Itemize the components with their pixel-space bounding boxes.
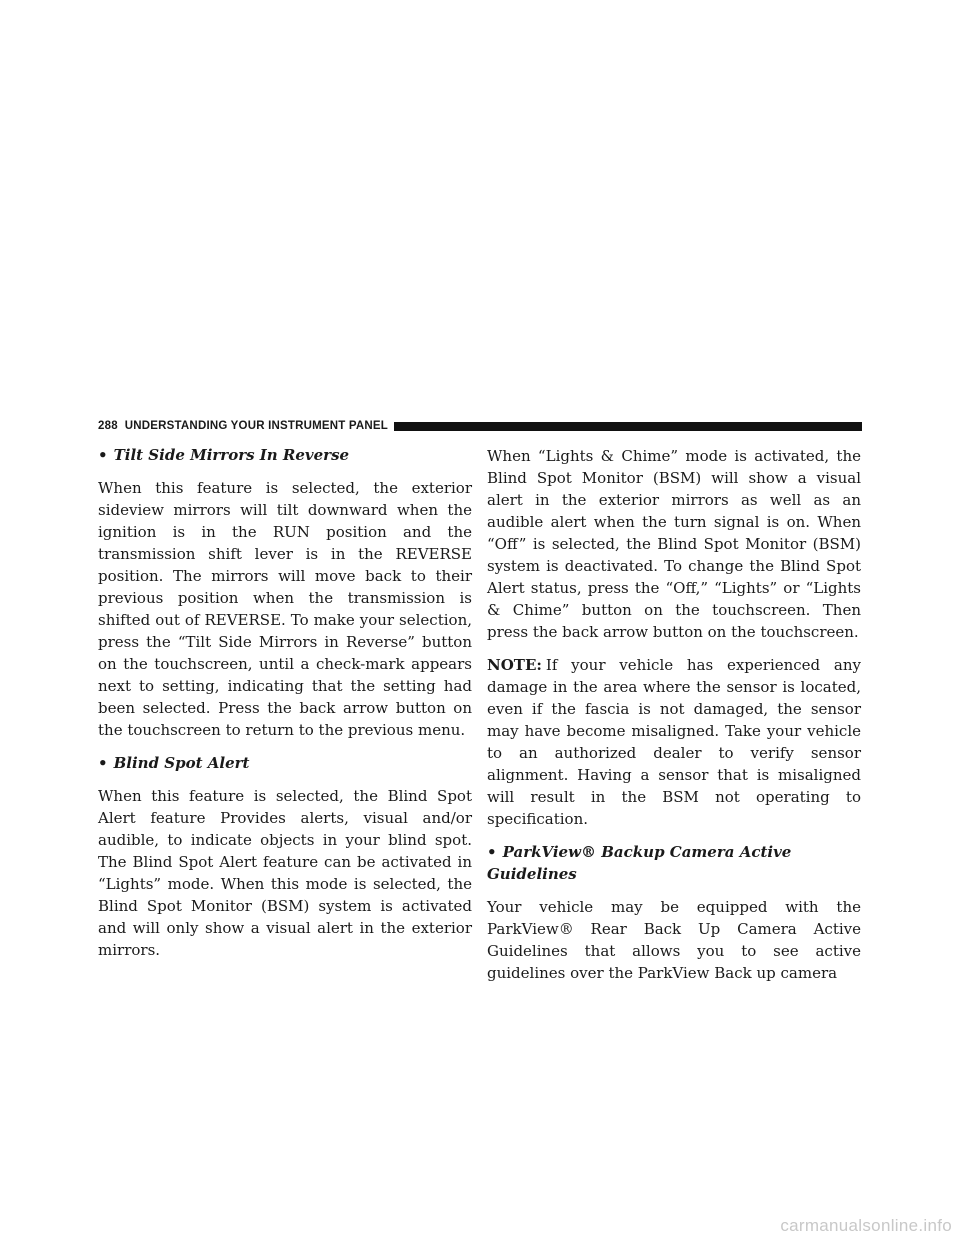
note-label: NOTE: [487, 656, 542, 674]
bullet-icon: • [487, 843, 497, 861]
right-column [487, 445, 861, 995]
bullet-heading-text: Tilt Side Mirrors In Reverse [113, 446, 350, 464]
bullet-heading-text: ParkView® Backup Camera Active Guidelines [487, 843, 792, 883]
watermark: carmanualsonline.info [780, 1216, 952, 1235]
note-text: If your vehicle has experienced any damage in the area where the sensor is located, even if the fascia is not damaged, the sensor may have become misaligned. Take your vehicle to an authorized dealer to verify sensor alignment. Having a sensor that is misaligned will result in the BSM not operating to specification. [487, 656, 861, 828]
note-paragraph [487, 654, 861, 830]
paragraph-blind-spot: When this feature is selected, the Blind Spot Alert feature Provides alerts, visual and/or audible, to indicate objects in your blind spot. The Blind Spot Alert feature can be activated in “Lights” mode. When this mode is selected, the Blind Spot Monitor (BSM) system is activated and will only show a visual alert in the exterior mirrors. [98, 787, 472, 959]
bullet-icon: • [98, 446, 108, 464]
left-column [98, 444, 472, 972]
header-rule [394, 422, 862, 431]
bullet-icon: • [98, 754, 108, 772]
page-header [98, 419, 862, 433]
paragraph-parkview: Your vehicle may be equipped with the ParkView® Rear Back Up Camera Active Guidelines that allows you to see active guidelines over the ParkView Back up camera [487, 898, 861, 982]
bullet-heading-text: Blind Spot Alert [113, 754, 250, 772]
paragraph-tilt-mirrors: When this feature is selected, the exterior sideview mirrors will tilt downward when the ignition is in the RUN position and the transmission shift lever is in the REVERSE position. The mirrors will move back to their previous position when the transmission is shifted out of REVERSE. To make your selection, press the “Tilt Side Mirrors in Reverse” button on the touchscreen, until a check-mark appears next to setting, indicating that the setting had been selected. Press the back arrow button on the touchscreen to return to the previous menu. [98, 479, 472, 739]
bullet-heading-tilt-mirrors [98, 444, 472, 466]
paragraph-lights-chime: When “Lights & Chime” mode is activated, the Blind Spot Monitor (BSM) will show a visual alert in the exterior mirrors as well as an audible alert when the turn signal is on. When “Off” is selected, the Blind Spot Monitor (BSM) system is deactivated. To change the Blind Spot Alert status, press the “Off,” “Lights” or “Lights & Chime” button on the touchscreen. Then press the back arrow button on the touchscreen. [487, 447, 861, 641]
page-number: 288 [98, 420, 118, 432]
bullet-heading-blind-spot [98, 752, 472, 774]
bullet-heading-parkview [487, 841, 861, 885]
section-title: UNDERSTANDING YOUR INSTRUMENT PANEL [124, 420, 388, 432]
